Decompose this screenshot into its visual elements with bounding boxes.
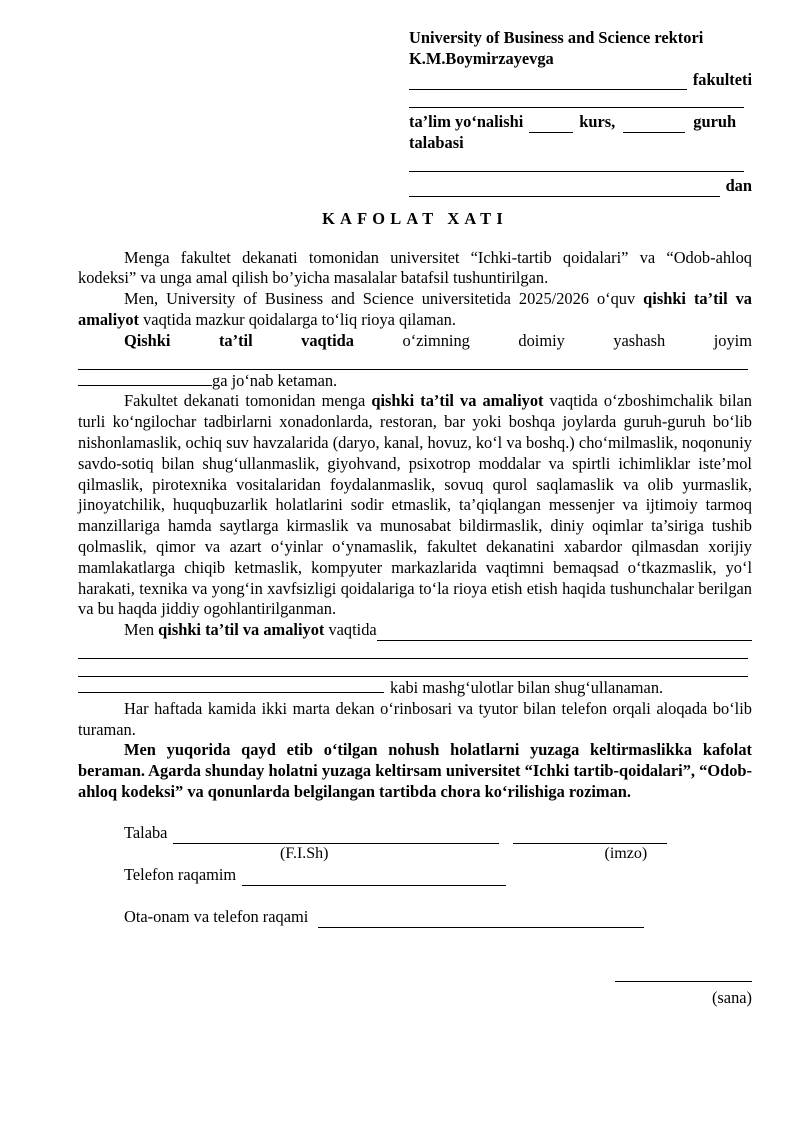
activities-blank-2[interactable] — [78, 641, 748, 659]
paragraph-4-bold: qishki ta’til va amaliyot — [371, 391, 544, 411]
faculty-label: fakulteti — [692, 69, 752, 89]
paragraph-3-end-text: ga jo‘nab ketaman. — [212, 370, 338, 390]
paragraph-5-tail-text: kabi mashg‘ulotlar bilan shug‘ullanaman. — [390, 677, 664, 697]
activities-blank-1[interactable] — [377, 625, 752, 641]
paragraph-5 — [78, 620, 752, 641]
activities-blank-3[interactable] — [78, 659, 748, 677]
from-blank[interactable] — [409, 181, 720, 197]
parents-field[interactable] — [318, 912, 644, 928]
faculty-row — [409, 70, 752, 91]
parents-label: Ota-onam va telefon raqami — [124, 906, 309, 926]
addressee-block — [409, 28, 752, 197]
date-caption: (sana) — [711, 987, 752, 1007]
parents-row — [124, 907, 752, 928]
paragraph-4-end: vaqtida o‘zboshimchalik bilan turli ko‘ngilochar tadbirlarni xonadonlarda, restoran, bar yoki boshqa joylarda guruh-guruh bo‘lib nishonlamaslik, ochiq suv havzalarida (daryo, kanal, hovuz, ko‘l va boshq.) cho‘milmaslik, noqonuniy savdo-sotiq bilan shug‘ullanmaslik, giyohvand, psixotrop moddalar va spirtli ichimliklar iste’mol qilmaslik, pirotexnika vositalaridan foydalanmaslik, sovuq qurol saqlamaslik va olib yurmaslik, jinoyatchilik, huquqbuzarlik holatlarini sodir etmaslik, ta’qiqlangan messenjer va ijtimoiy tarmoq manzillariga hamda saytlarga kirmaslik va munosabat bildirmaslik, diniy oqimlar ta’siriga tushib qolmaslik, qimor va azart o‘yinlar o‘ynamaslik, fakultet dekanatini xabardor qilmasdan xorijiy mamlakatlarga chiqib ketmaslik, kompyuter markazlarida vaqtimni bemaqsad o‘tkazmaslik, yo‘l harakati, texnika va yong‘in xavfsizligi qoidalariga to‘la rioya etish etish haqida tushunchalar berilgan va bu haqda jiddiy ogohlantirilganman. — [78, 391, 752, 619]
paragraph-1: Menga fakultet dekanati tomonidan universitet “Ichki-tartib qoidalari” va “Odob-ahloq kodeksi” va unga amal qilish bo’yicha masalalar batafsil tushuntirilgan. — [78, 247, 752, 288]
p3-word: Qishki — [124, 330, 171, 350]
direction-row — [409, 112, 752, 133]
signature-captions — [124, 844, 752, 865]
course-blank[interactable] — [529, 117, 573, 133]
group-label: guruh — [693, 112, 737, 132]
paragraph-6: Har haftada kamida ikki marta dekan o‘rinbosari va tyutor bilan telefon orqali aloqada bo‘lib turaman. — [78, 698, 752, 739]
paragraph-2-end: vaqtida mazkur qoidalarga to‘liq rioya qilaman. — [139, 309, 456, 329]
paragraph-2-text: Men, University of Business and Science universitetida 2025/2026 o‘quv — [124, 289, 644, 309]
p3-word: o‘zimning — [402, 330, 470, 350]
course-label: kurs, — [579, 112, 616, 132]
from-label: dan — [725, 175, 752, 195]
letter-page — [78, 28, 752, 1008]
p3-word: ta’til — [218, 330, 253, 350]
paragraph-5-bold: qishki ta’til va amaliyot — [158, 620, 325, 640]
sign-caption: (imzo) — [604, 844, 648, 862]
rector-name: K.M.Boymirzayevga — [409, 48, 554, 68]
name-caption: (F.I.Sh) — [280, 844, 329, 862]
paragraph-7: Men yuqorida qayd etib o‘tilgan nohush holatlarni yuzaga keltirmaslikka kafolat beraman. Agarda shunday holatni yuzaga keltirsam universitet “Ichki tartib-qoidalari”, “Odob-ahloq kodeksi” va qonunlarda belgilangan tartibda chora ko‘rilishiga roziman. — [78, 740, 752, 801]
phone-row — [124, 865, 752, 886]
document-title: KAFOLAT XATI — [322, 208, 508, 228]
paragraph-4 — [78, 391, 752, 620]
student-name-field[interactable] — [173, 828, 499, 844]
signature-block — [78, 823, 752, 928]
student-sign-field[interactable] — [513, 828, 667, 844]
student-label: Talaba — [124, 822, 168, 842]
direction-label: ta’lim yo‘nalishi — [409, 112, 524, 132]
from-row — [409, 176, 752, 197]
faculty-blank[interactable] — [409, 74, 687, 90]
faculty-blank-2[interactable] — [409, 90, 744, 108]
student-signature-row — [124, 823, 752, 844]
activities-blank-4[interactable] — [78, 677, 384, 693]
p3-word: vaqtida — [301, 330, 354, 350]
destination-blank[interactable] — [78, 370, 212, 386]
group-blank[interactable] — [623, 117, 685, 133]
date-field[interactable] — [615, 966, 752, 982]
p3-word: doimiy — [518, 330, 565, 350]
p3-word: yashash — [613, 330, 666, 350]
paragraph-2 — [78, 289, 752, 331]
paragraph-3-end — [78, 370, 752, 392]
p3-word: joyim — [713, 330, 752, 350]
paragraph-4-text: Fakultet dekanati tomonidan menga — [124, 391, 372, 411]
student-name-blank[interactable] — [409, 154, 744, 172]
paragraph-3 — [78, 331, 752, 352]
paragraph-5-text: Men — [124, 620, 159, 640]
phone-label: Telefon raqamim — [124, 864, 237, 884]
date-block — [78, 966, 752, 1009]
residence-blank[interactable] — [78, 352, 748, 370]
phone-field[interactable] — [242, 870, 506, 886]
paragraph-2-bold: qishki ta’til va amaliyot — [78, 289, 752, 329]
student-label: talabasi — [409, 133, 464, 153]
paragraph-5-tail — [78, 677, 752, 699]
rector-line: University of Business and Science rektori — [409, 28, 704, 47]
paragraph-5-end: vaqtida — [324, 620, 377, 640]
